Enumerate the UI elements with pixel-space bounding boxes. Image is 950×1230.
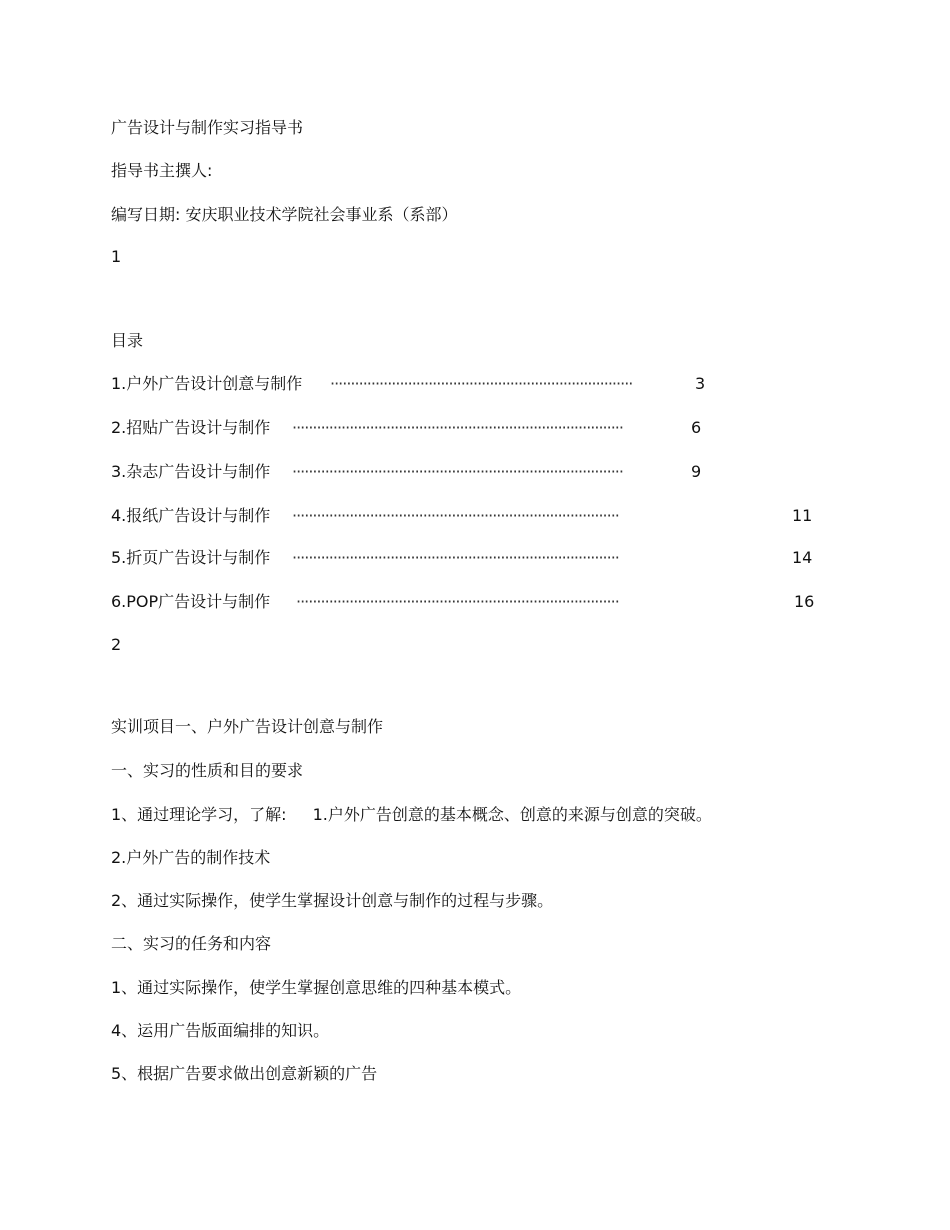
- toc-entry[interactable]: [111, 462, 821, 482]
- date-line: 编写日期: 安庆职业技术学院社会事业系（系部）: [111, 205, 458, 224]
- toc-entry-leader: ···············································································: [296, 592, 619, 611]
- toc-entry-leader: ·················································································: [292, 418, 623, 437]
- toc-entry-page: 9: [691, 462, 702, 481]
- author-line: 指导书主撰人:: [111, 161, 213, 180]
- toc-entry-leader: ·················································································: [292, 462, 623, 481]
- toc-entry[interactable]: [111, 506, 821, 526]
- toc-entry-page: 11: [792, 506, 813, 525]
- toc-entry[interactable]: [111, 548, 821, 568]
- toc-entry-label: 6.POP广告设计与制作: [111, 592, 271, 611]
- toc-entry-label: 1.户外广告设计创意与制作: [111, 374, 303, 393]
- page-number-1: 1: [111, 247, 122, 266]
- item-1-prefix: 1、通过理论学习，了解:: [111, 805, 287, 824]
- toc-entry-label: 3.杂志广告设计与制作: [111, 462, 271, 481]
- toc-entry-label: 4.报纸广告设计与制作: [111, 506, 271, 525]
- toc-entry-leader: ················································································: [292, 548, 619, 567]
- document-title: 广告设计与制作实习指导书: [111, 118, 304, 137]
- task-5: 5、根据广告要求做出创意新颖的广告: [111, 1064, 378, 1083]
- nature-heading: 一、实习的性质和目的要求: [111, 761, 304, 780]
- toc-heading: 目录: [111, 331, 144, 350]
- toc-entry-leader: ················································································: [292, 506, 619, 525]
- toc-entry-page: 6: [691, 418, 702, 437]
- task-1: 1、通过实际操作，使学生掌握创意思维的四种基本模式。: [111, 978, 522, 997]
- section-title: 实训项目一、户外广告设计创意与制作: [111, 717, 384, 736]
- toc-entry[interactable]: [111, 418, 821, 438]
- toc-entry-page: 3: [695, 374, 706, 393]
- item-1b: 2.户外广告的制作技术: [111, 848, 271, 867]
- toc-entry-page: 16: [794, 592, 815, 611]
- toc-entry-leader: ··········································································: [330, 374, 633, 393]
- toc-entry[interactable]: [111, 592, 821, 612]
- toc-entry-page: 14: [792, 548, 813, 567]
- item-2: 2、通过实际操作，使学生掌握设计创意与制作的过程与步骤。: [111, 891, 554, 910]
- page-number-2: 2: [111, 635, 122, 654]
- toc-entry[interactable]: [111, 374, 821, 394]
- tasks-heading: 二、实习的任务和内容: [111, 934, 272, 953]
- item-1-rest: 1.户外广告创意的基本概念、创意的来源与创意的突破。: [312, 805, 712, 824]
- item-1: [111, 805, 712, 825]
- toc-entry-label: 2.招贴广告设计与制作: [111, 418, 271, 437]
- task-4: 4、运用广告版面编排的知识。: [111, 1021, 330, 1040]
- toc-entry-label: 5.折页广告设计与制作: [111, 548, 271, 567]
